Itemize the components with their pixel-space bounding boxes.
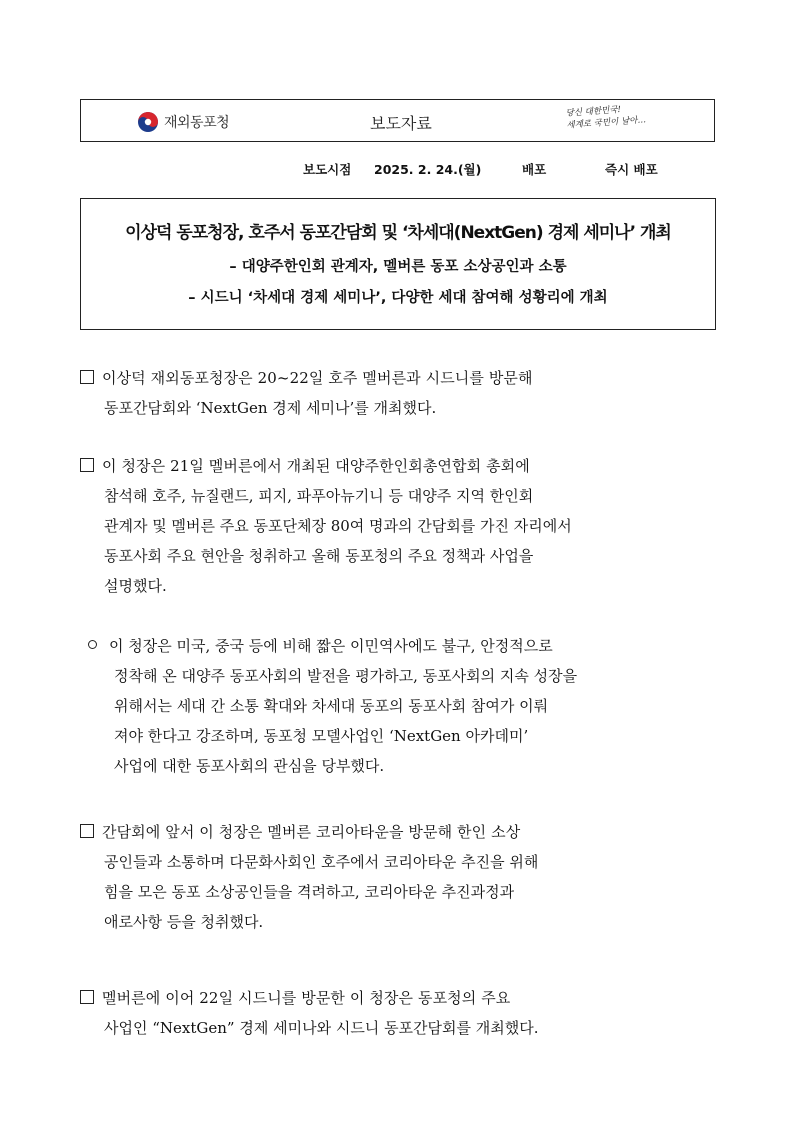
paragraph-line: 이 청장은 미국, 중국 등에 비해 짧은 이민역사에도 불구, 안정적으로: [109, 637, 553, 655]
main-title: 이상덕 동포청장, 호주서 동포간담회 및 ‘차세대(NextGen) 경제 세미나’ 개최: [125, 223, 671, 243]
agency-name: 재외동포청: [164, 115, 230, 131]
paragraph-2: [80, 451, 720, 601]
paragraph-4: [80, 817, 720, 937]
paragraph-line: 공인들과 소통하며 다문화사회인 호주에서 코리아타운 추진을 위해: [104, 853, 539, 871]
paragraph-line: 이 청장은 21일 멜버른에서 개최된 대양주한인회총연합회 총회에: [102, 457, 530, 475]
release-time-label: 보도시점: [303, 162, 352, 177]
release-time-value: 2025. 2. 24.(월): [374, 162, 482, 177]
slogan-line-1: 당신 대한민국!: [565, 104, 622, 119]
doc-type: 보도자료: [370, 114, 432, 133]
paragraph-line: 멜버른에 이어 22일 시드니를 방문한 이 청장은 동포청의 주요: [102, 989, 511, 1007]
paragraph-line: 동포간담회와 ‘NextGen 경제 세미나’를 개최했다.: [104, 399, 437, 417]
taegeuk-icon: [137, 111, 159, 133]
paragraph-line: 힘을 모은 동포 소상공인들을 격려하고, 코리아타운 추진과정과: [104, 883, 515, 901]
paragraph-line: 위해서는 세대 간 소통 확대와 차세대 동포의 동포사회 참여가 이뤄: [114, 697, 549, 715]
handwritten-slogan: [565, 102, 646, 131]
header-box: [80, 99, 715, 142]
paragraph-line: 이상덕 재외동포청장은 20~22일 호주 멜버른과 시드니를 방문해: [102, 369, 533, 387]
distribution-label: 배포: [522, 162, 547, 177]
square-bullet-icon: [80, 990, 94, 1004]
square-bullet-icon: [80, 824, 94, 838]
paragraph-line: 사업에 대한 동포사회의 관심을 당부했다.: [114, 757, 385, 775]
paragraph-line: 설명했다.: [104, 577, 167, 595]
distribution-value: 즉시 배포: [605, 162, 658, 177]
circle-bullet-icon: [88, 640, 97, 649]
paragraph-5: [80, 983, 720, 1043]
agency-logo: [137, 111, 229, 133]
square-bullet-icon: [80, 370, 94, 384]
paragraph-line: 관계자 및 멜버른 주요 동포단체장 80여 명과의 간담회를 가진 자리에서: [104, 517, 572, 535]
paragraph-line: 정착해 온 대양주 동포사회의 발전을 평가하고, 동포사회의 지속 성장을: [114, 667, 578, 685]
paragraph-line: 사업인 “NextGen” 경제 세미나와 시드니 동포간담회를 개최했다.: [104, 1019, 539, 1037]
slogan-line-2: 세계로 국민이 날아…: [566, 115, 647, 131]
subtitle-1: – 대양주한인회 관계자, 멜버른 동포 소상공인과 소통: [229, 259, 567, 275]
paragraph-3: [80, 631, 720, 781]
paragraph-line: 동포사회 주요 현안을 청취하고 올해 동포청의 주요 정책과 사업을: [104, 547, 534, 565]
subtitle-2: – 시드니 ‘차세대 경제 세미나’, 다양한 세대 참여해 성황리에 개최: [188, 290, 608, 306]
square-bullet-icon: [80, 458, 94, 472]
paragraph-line: 간담회에 앞서 이 청장은 멜버른 코리아타운을 방문해 한인 소상: [102, 823, 521, 841]
title-box: [80, 198, 716, 330]
paragraph-line: 져야 한다고 강조하며, 동포청 모델사업인 ‘NextGen 아카데미’: [114, 727, 529, 745]
paragraph-1: [80, 363, 720, 423]
paragraph-line: 애로사항 등을 청취했다.: [104, 913, 264, 931]
paragraph-line: 참석해 호주, 뉴질랜드, 피지, 파푸아뉴기니 등 대양주 지역 한인회: [104, 487, 534, 505]
